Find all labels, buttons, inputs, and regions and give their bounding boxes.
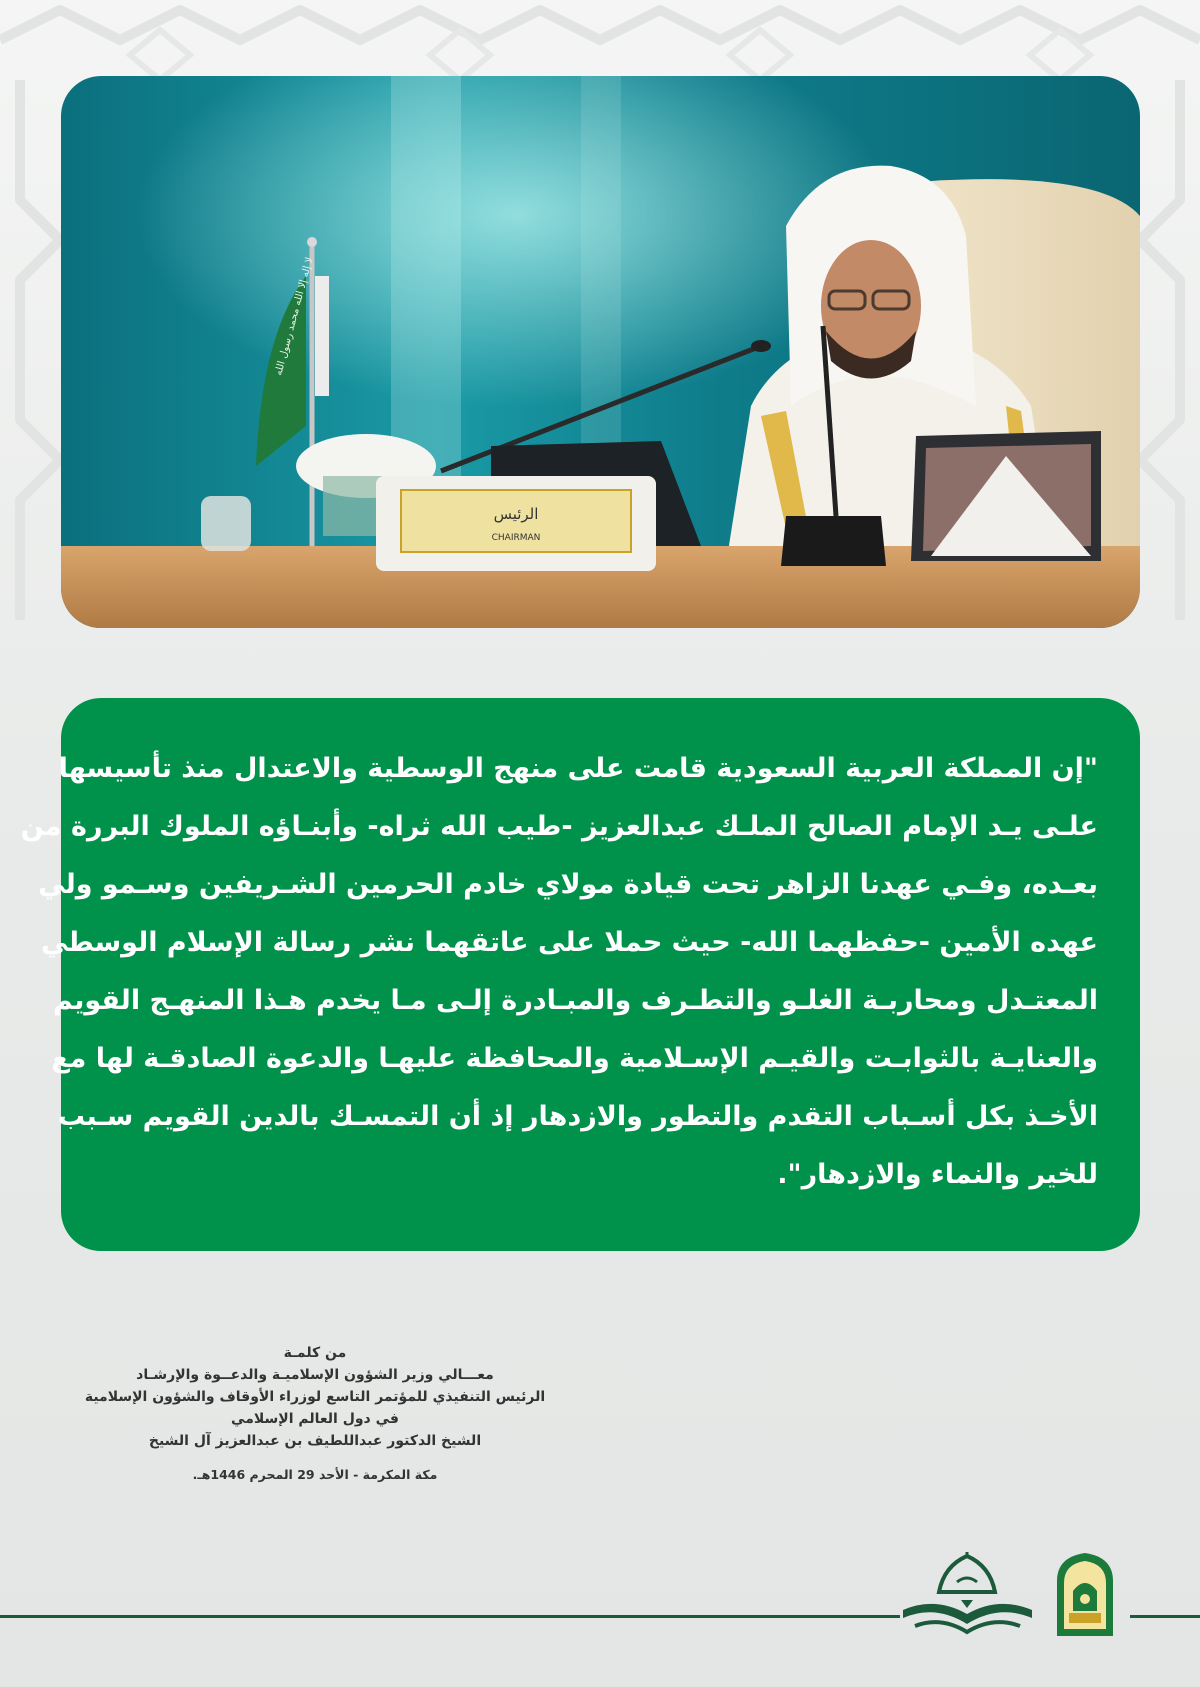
quote-line: بعـده، وفـي عهدنا الزاهر تحت قيادة مولاي خادم الحرمين الشـريفين وسـمو ولي — [38, 869, 1098, 900]
flag-script: لا إله إلا الله محمد رسول الله — [273, 256, 316, 377]
chairman-photo — [61, 76, 1140, 628]
quote-line: عهده الأمين -حفظهما الله- حيث حملا على عاتقهما نشر رسالة الإسلام الوسطي — [40, 927, 1098, 958]
attribution-title: في دول العالم الإسلامي — [231, 1411, 399, 1427]
quote-line: الأخـذ بكل أسـباب التقدم والتطور والازدهار إذ أن التمسـك بالدين القويم سـبب — [57, 1101, 1098, 1132]
placard-english: CHAIRMAN — [491, 533, 541, 543]
ministry-seal-icon — [1051, 1551, 1119, 1638]
quote-line: المعتـدل ومحاربـة الغلـو والتطـرف والمبـادرة إلـى مـا يخدم هـذا المنهـج القويم — [53, 985, 1098, 1016]
attribution-date: مكة المكرمة - الأحد 29 المحرم 1446هـ. — [192, 1467, 438, 1482]
attribution-name: الشيخ الدكتور عبداللطيف بن عبدالعزيز آل الشيخ — [148, 1433, 482, 1449]
attribution — [60, 1342, 570, 1486]
placard-arabic: الرئيس — [493, 505, 539, 523]
quote-line: للخير والنماء والازدهار". — [777, 1159, 1098, 1190]
quote-card — [20, 698, 1140, 1251]
attribution-title: الرئيس التنفيذي للمؤتمر التاسع لوزراء الأوقاف والشؤون الإسلامية — [84, 1389, 546, 1405]
attribution-from: من كلمـة — [283, 1345, 347, 1361]
quote-line: علـى يـد الإمام الصالح الملـك عبدالعزيز -طيب الله ثراه- وأبنـاؤه الملوك البررة من — [20, 811, 1098, 842]
quote-line: "إن المملكة العربية السعودية قامت على منهج الوسطية والاعتدال منذ تأسيسها — [58, 753, 1098, 784]
footer-divider — [0, 1615, 900, 1618]
attribution-title: معـــالي وزير الشؤون الإسلاميـة والدعــوة والإرشـاد — [136, 1367, 494, 1383]
book-dome-logo-icon — [895, 1552, 1040, 1642]
quote-line: والعنايـة بالثوابـت والقيـم الإسـلامية والمحافظة عليهـا والدعوة الصادقـة لها مع — [51, 1043, 1098, 1074]
footer-divider — [1130, 1615, 1200, 1618]
quote-text — [20, 740, 1098, 1204]
